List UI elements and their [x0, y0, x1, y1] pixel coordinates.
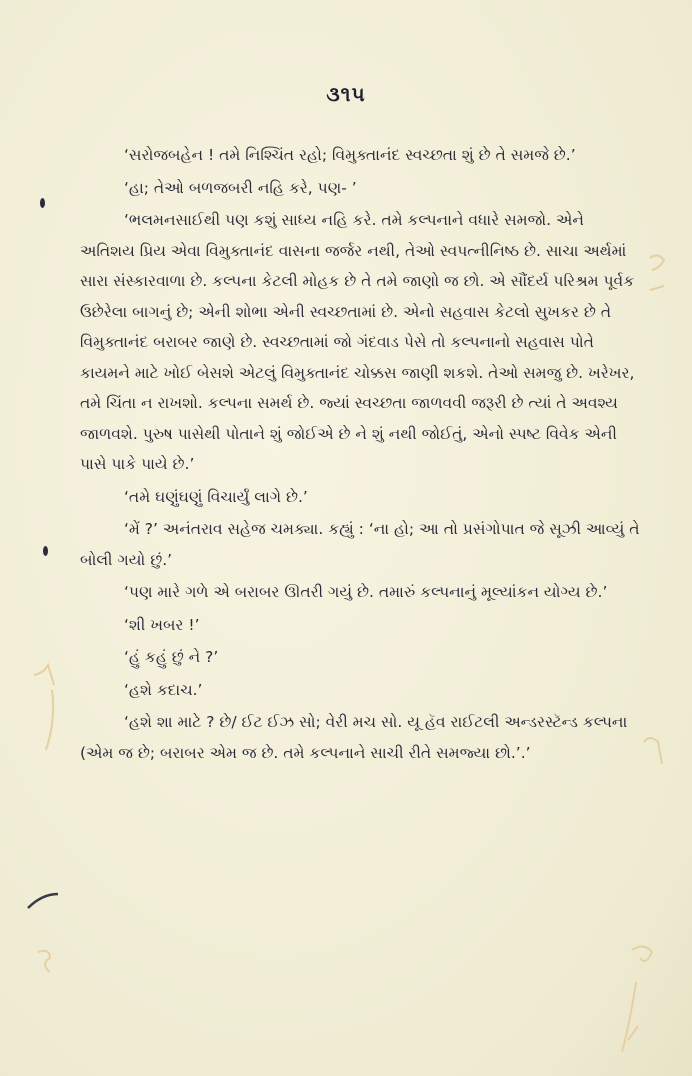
paragraph: ‘હશે શા માટે ? છે/ ઈટ ઈઝ સો; વેરી મચ સો. યૂ હૅવ રાઈટલી અન્ડરસ્ટૅન્ડ કલ્પના (એમ જ છે; બરાબર એમ જ છે. તમે કલ્પનાને સાચી રીતે સમજ્યા છો.’.’ — [80, 713, 628, 762]
ink-dot — [43, 546, 48, 556]
paragraph: ‘હા; તેઓ બળજબરી નહિ કરે, પણ- ’ — [124, 178, 357, 197]
ink-tick-mark — [24, 888, 64, 918]
ink-dot — [40, 198, 45, 208]
paragraph: ‘ભલમનસાઈથી પણ કશું સાધ્ય નહિ કરે. તમે કલ્પનાને વધારે સમજો. એને અતિશય પ્રિય એવા વિમુક્તાનંદ વાસના જર્જર નથી, તેઓ સ્વપત્નીનિષ્ઠ છે. સાચા અર્થમાં સારા સંસ્કારવાળા છે. કલ્પના કેટલી મોહક છે તે તમે જાણો જ છો. એ સૌંદર્ય પરિશ્રમ પૂર્વક ઉછેરેલા બાગનું છે; એની શોભા એની સ્વચ્છતામાં છે. એનો સહવાસ કેટલો સુખકર છે તે વિમુક્તાનંદ બરાબર જાણે છે. સ્વચ્છતામાં જો ગંદવાડ પેસે તો કલ્પનાનો સહવાસ પોતે કાયમને માટે ખોઈ બેસશે એટલું વિમુક્તાનંદ ચોક્કસ જાણી શકશે. તેઓ સમજુ છે. ખરેખર, તમે ચિંતા ન રાખશો. કલ્પના સમર્થ છે. જ્યાં સ્વચ્છતા જાળવવી જરૂરી છે ત્યાં તે અવશ્ય જાળવશે. પુરુષ પાસેથી પોતાને શું જોઈએ છે ને શું નથી જોઈતું, એનો સ્પષ્ટ વિવેક એની પાસે પાકે પાયે છે.’ — [80, 211, 635, 473]
page-number: ૩૧૫ — [326, 82, 366, 106]
paragraph: ‘મેં ?’ અનંતરાવ સહેજ ચમક્યા. કહ્યું : ‘ના હો; આ તો પ્રસંગોપાત જે સૂઝી આવ્યું તે બોલી ગયો છું.’ — [80, 520, 640, 569]
paragraph: ‘શી ખબર !’ — [124, 615, 200, 634]
page-body — [80, 140, 640, 768]
paragraph: ‘તમે ઘણુંઘણું વિચાર્યું લાગે છે.’ — [124, 487, 308, 506]
paragraph: ‘હશે કદાચ.’ — [124, 680, 203, 699]
paragraph: ‘સરોજબહેન ! તમે નિશ્ચિંત રહો; વિમુક્તાનંદ સ્વચ્છતા શું છે તે સમજે છે.’ — [124, 146, 576, 164]
paragraph: ‘હું કહું છું ને ?’ — [124, 648, 219, 666]
paragraph: ‘પણ મારે ગળે એ બરાબર ઊતરી ગયું છે. તમારું કલ્પનાનું મૂલ્યાંકન યોગ્ય છે.’ — [124, 583, 608, 601]
